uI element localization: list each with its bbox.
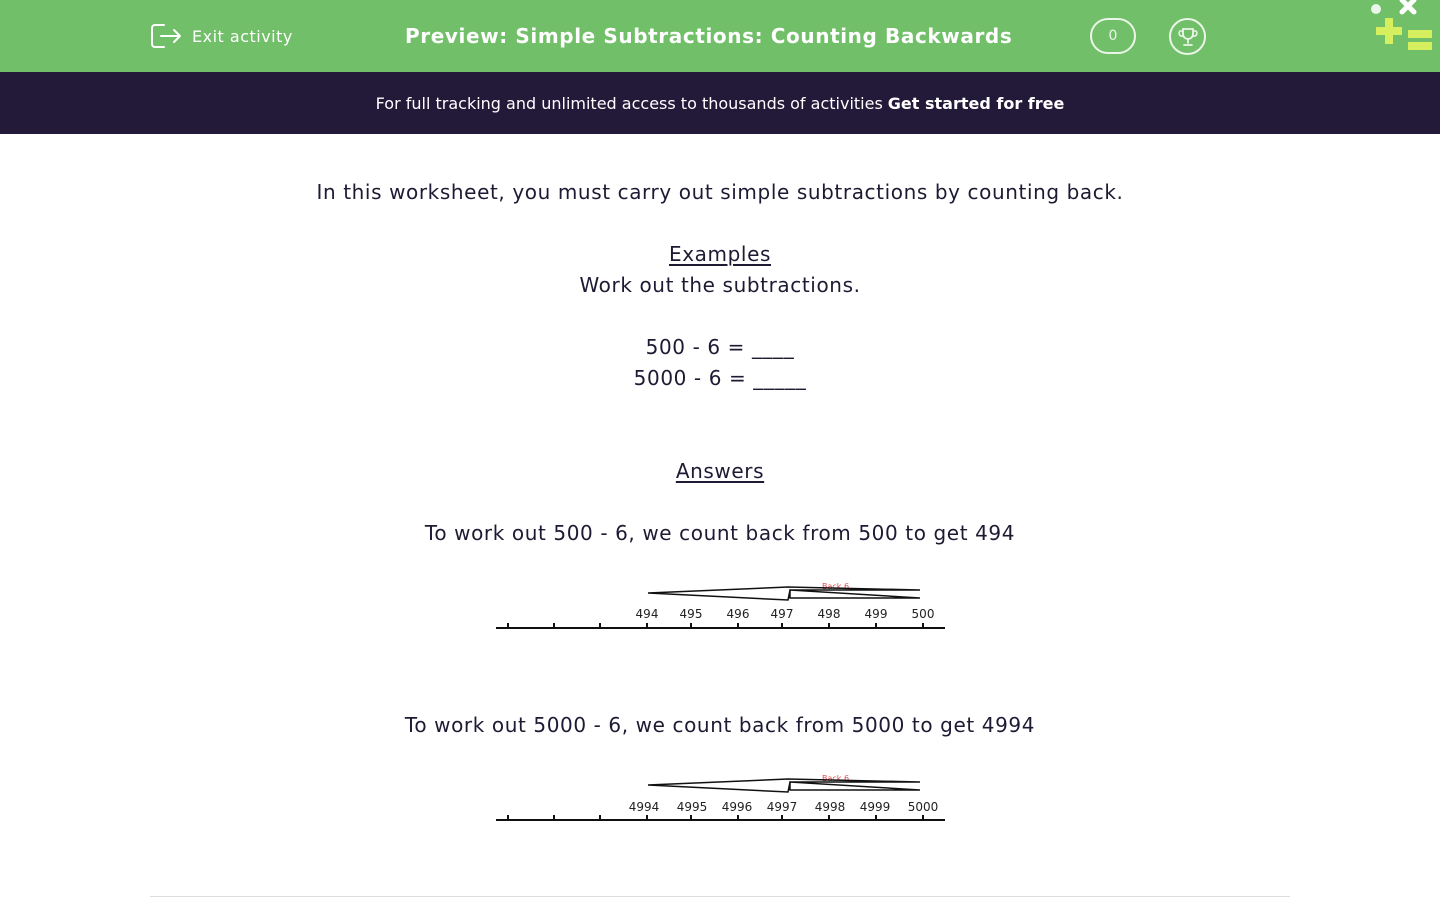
answer-2: To work out 5000 - 6, we count back from 5000 to get 4994 <box>404 713 1036 737</box>
number-line-2-label: 4999 <box>859 800 891 814</box>
answers-heading-row <box>0 459 1440 483</box>
number-line-2-back-label: Back 6 <box>822 774 850 783</box>
number-line-1-label: 495 <box>679 607 703 621</box>
number-line-1-label: 498 <box>817 607 841 621</box>
example-2: 5000 - 6 = _____ <box>633 366 807 390</box>
number-line-2-label: 4994 <box>628 800 660 814</box>
number-line-1-label: 496 <box>726 607 750 621</box>
signup-banner <box>0 72 1440 134</box>
intro-text: In this worksheet, you must carry out simple subtractions by counting back. <box>316 180 1124 204</box>
example-1: 500 - 6 = ____ <box>645 335 795 359</box>
examples-heading-row <box>0 242 1440 266</box>
number-line-1-label: 499 <box>864 607 888 621</box>
number-line-2-label: 4998 <box>814 800 846 814</box>
score-badge: 0 <box>1090 18 1136 54</box>
exit-activity-button[interactable] <box>150 22 293 50</box>
number-line-2-label: 4996 <box>721 800 753 814</box>
number-line-1-label: 497 <box>770 607 794 621</box>
page-title: Preview: Simple Subtractions: Counting Backwards <box>405 24 1013 48</box>
get-started-link[interactable]: Get started for free <box>887 93 1065 113</box>
trophy-button[interactable] <box>1169 18 1206 55</box>
number-line-1-label: 494 <box>635 607 659 621</box>
answer-1: To work out 500 - 6, we count back from 500 to get 494 <box>424 521 1016 545</box>
number-line-2-label: 4997 <box>766 800 798 814</box>
number-line-1-graphic <box>490 578 950 638</box>
number-line-2-arrow <box>648 779 920 792</box>
answers-heading: Answers <box>675 459 765 483</box>
number-line-1-back-label: Back 6 <box>822 582 850 591</box>
number-line-1 <box>490 578 950 638</box>
examples-heading: Examples <box>669 242 771 266</box>
number-line-2-graphic <box>490 770 950 830</box>
number-line-2-label: 4995 <box>676 800 708 814</box>
content-divider <box>150 896 1290 897</box>
trophy-icon <box>1177 26 1199 48</box>
number-line-2-label: 5000 <box>907 800 939 814</box>
examples-instruction: Work out the subtractions. <box>579 273 861 297</box>
number-line-2 <box>490 770 950 830</box>
exit-icon <box>150 22 182 50</box>
top-bar <box>0 0 1440 72</box>
exit-activity-label: Exit activity <box>192 26 293 46</box>
number-line-1-label: 500 <box>911 607 935 621</box>
banner-text: For full tracking and unlimited access to thousands of activities <box>375 93 883 113</box>
number-line-1-arrow <box>648 587 920 600</box>
brand-logo-icon <box>1366 0 1440 60</box>
